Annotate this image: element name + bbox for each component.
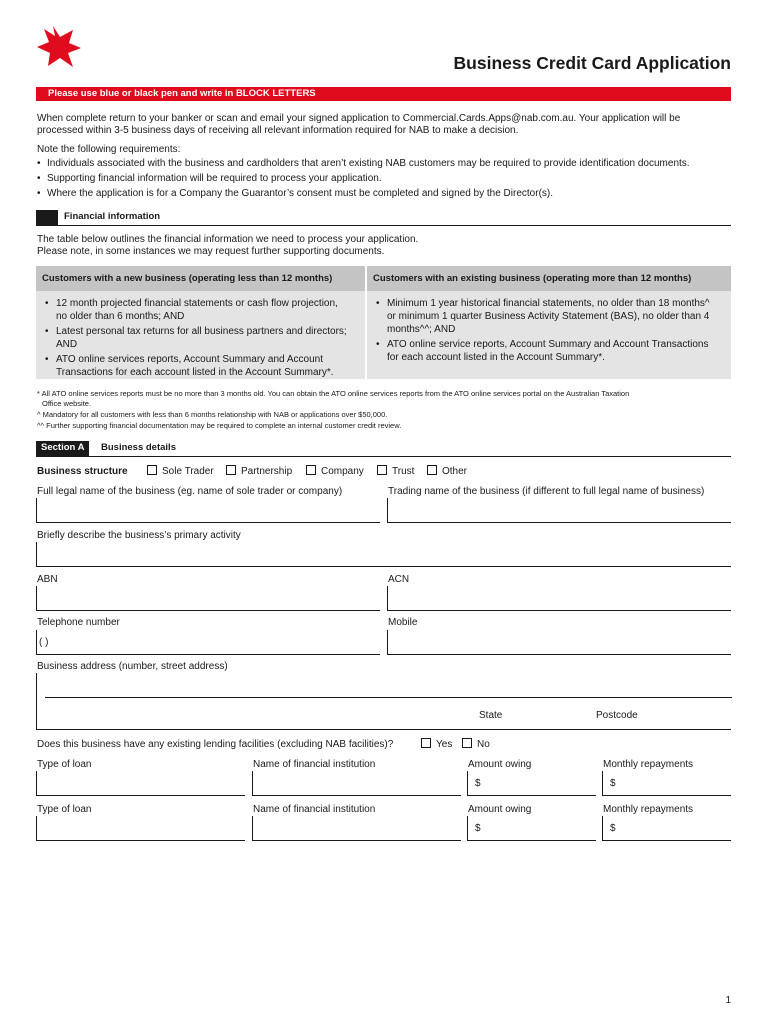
business-address-field[interactable] bbox=[36, 673, 731, 730]
institution-field[interactable] bbox=[252, 771, 461, 796]
intro-text-line1: When complete return to your banker or scan and email your signed application to Commercial.Cards.Apps@nab.com.au. Your application will be bbox=[37, 113, 681, 124]
footnote: Office website. bbox=[42, 399, 92, 408]
mobile-label: Mobile bbox=[388, 617, 418, 628]
institution-label: Name of financial institution bbox=[253, 759, 376, 770]
instruction-banner bbox=[36, 87, 731, 101]
list-item: • ATO online service reports, Account Summary and Account Transactions for each account listed in the Account Summary*. bbox=[373, 338, 723, 364]
checkbox[interactable] bbox=[462, 738, 472, 748]
section-a-heading bbox=[36, 441, 731, 457]
lending-no-option[interactable]: No bbox=[462, 738, 490, 751]
checkbox[interactable] bbox=[427, 465, 437, 475]
structure-option-company[interactable]: Company bbox=[306, 465, 364, 478]
footnote: ^ Mandatory for all customers with less than 6 months relationship with NAB or applications over $50,000. bbox=[37, 410, 388, 419]
list-item: • ATO online services reports, Account Summary and Account Transactions for each account listed in the Account Summary*. bbox=[42, 353, 357, 379]
monthly-repayments-label: Monthly repayments bbox=[603, 804, 694, 815]
lending-facilities-question: Does this business have any existing lending facilities (excluding NAB facilities)? bbox=[37, 739, 394, 750]
full-legal-name-label: Full legal name of the business (eg. name of sole trader or company) bbox=[37, 486, 343, 497]
trading-name-label: Trading name of the business (if different to full legal name of business) bbox=[388, 486, 705, 497]
structure-option-other[interactable]: Other bbox=[427, 465, 467, 478]
amount-owing-label: Amount owing bbox=[468, 759, 532, 770]
amount-owing-label: Amount owing bbox=[468, 804, 532, 815]
requirement-item: • Individuals associated with the business and cardholders that aren’t existing NAB customers may be required to provide identification documents. bbox=[37, 158, 690, 169]
postcode-label: Postcode bbox=[596, 710, 638, 721]
state-label: State bbox=[479, 710, 503, 721]
abn-field[interactable] bbox=[36, 586, 380, 611]
financial-info-title: Financial information bbox=[64, 211, 161, 222]
table-cell-existing-business bbox=[367, 291, 731, 379]
primary-activity-label: Briefly describe the business’s primary activity bbox=[37, 530, 241, 541]
abn-label: ABN bbox=[37, 574, 58, 585]
checkbox[interactable] bbox=[377, 465, 387, 475]
structure-option-sole-trader[interactable]: Sole Trader bbox=[147, 465, 214, 478]
loan-type-field[interactable] bbox=[36, 771, 245, 796]
checkbox[interactable] bbox=[147, 465, 157, 475]
loan-type-label: Type of loan bbox=[37, 804, 92, 815]
section-a-tag: Section A bbox=[36, 441, 89, 456]
footnote: ^^ Further supporting financial documentation may be required to complete an internal customer credit review. bbox=[37, 421, 402, 430]
lending-yes-option[interactable]: Yes bbox=[421, 738, 452, 751]
page-title: Business Credit Card Application bbox=[453, 53, 731, 73]
table-header-new-business: Customers with a new business (operating less than 12 months) bbox=[36, 266, 365, 291]
section-a-title: Business details bbox=[101, 442, 176, 453]
amount-owing-field[interactable] bbox=[467, 816, 596, 841]
nab-star-logo-icon bbox=[36, 24, 82, 68]
monthly-repayments-field[interactable] bbox=[602, 771, 731, 796]
financial-desc-line1: The table below outlines the financial information we need to process your application. bbox=[37, 234, 419, 245]
list-item: • Latest personal tax returns for all business partners and directors; AND bbox=[42, 325, 357, 351]
monthly-repayments-label: Monthly repayments bbox=[603, 759, 694, 770]
requirements-note: Note the following requirements: bbox=[37, 144, 181, 155]
intro-text-line2: processed within 3-5 business days of receiving all relevant information required for NAB to make a decision. bbox=[37, 125, 519, 136]
currency-symbol: $ bbox=[610, 823, 616, 834]
instruction-banner-text: Please use blue or black pen and write in BLOCK LETTERS bbox=[48, 88, 316, 99]
requirement-item: • Where the application is for a Company the Guarantor’s consent must be completed and signed by the Director(s). bbox=[37, 188, 554, 199]
business-structure-label: Business structure bbox=[37, 466, 128, 477]
currency-symbol: $ bbox=[610, 778, 616, 789]
amount-owing-field[interactable] bbox=[467, 771, 596, 796]
structure-option-partnership[interactable]: Partnership bbox=[226, 465, 292, 478]
table-header-existing-business: Customers with an existing business (operating more than 12 months) bbox=[367, 266, 731, 291]
trading-name-field[interactable] bbox=[387, 498, 731, 523]
footnote: * All ATO online services reports must be no more than 3 months old. You can obtain the ATO online services reports from the ATO online services portal on the Australian Taxation bbox=[37, 389, 630, 398]
checkbox[interactable] bbox=[421, 738, 431, 748]
financial-info-table bbox=[36, 266, 731, 379]
section-marker bbox=[36, 210, 58, 225]
acn-field[interactable] bbox=[387, 586, 731, 611]
mobile-field[interactable] bbox=[387, 630, 731, 655]
telephone-field[interactable] bbox=[36, 630, 380, 655]
acn-label: ACN bbox=[388, 574, 410, 585]
checkbox[interactable] bbox=[306, 465, 316, 475]
currency-symbol: $ bbox=[475, 823, 481, 834]
structure-option-trust[interactable]: Trust bbox=[377, 465, 414, 478]
telephone-label: Telephone number bbox=[37, 617, 120, 628]
area-code-brackets: ( ) bbox=[39, 637, 49, 648]
financial-info-heading bbox=[36, 210, 731, 226]
list-item: • 12 month projected financial statements or cash flow projection, no older than 6 months; AND bbox=[42, 297, 357, 323]
currency-symbol: $ bbox=[475, 778, 481, 789]
primary-activity-field[interactable] bbox=[36, 542, 731, 567]
table-cell-new-business bbox=[36, 291, 365, 379]
institution-label: Name of financial institution bbox=[253, 804, 376, 815]
financial-desc-line2: Please note, in some instances we may request further supporting documents. bbox=[37, 246, 385, 257]
page-number: 1 bbox=[725, 995, 731, 1006]
address-divider bbox=[45, 697, 732, 698]
list-item: • Minimum 1 year historical financial statements, no older than 18 months^ or minimum 1 quarter Business Activity Statement (BAS), no older than 4 months^^; AND bbox=[373, 297, 723, 336]
loan-type-field[interactable] bbox=[36, 816, 245, 841]
full-legal-name-field[interactable] bbox=[36, 498, 380, 523]
checkbox[interactable] bbox=[226, 465, 236, 475]
loan-type-label: Type of loan bbox=[37, 759, 92, 770]
business-address-label: Business address (number, street address) bbox=[37, 661, 228, 672]
monthly-repayments-field[interactable] bbox=[602, 816, 731, 841]
requirement-item: • Supporting financial information will be required to process your application. bbox=[37, 173, 382, 184]
institution-field[interactable] bbox=[252, 816, 461, 841]
